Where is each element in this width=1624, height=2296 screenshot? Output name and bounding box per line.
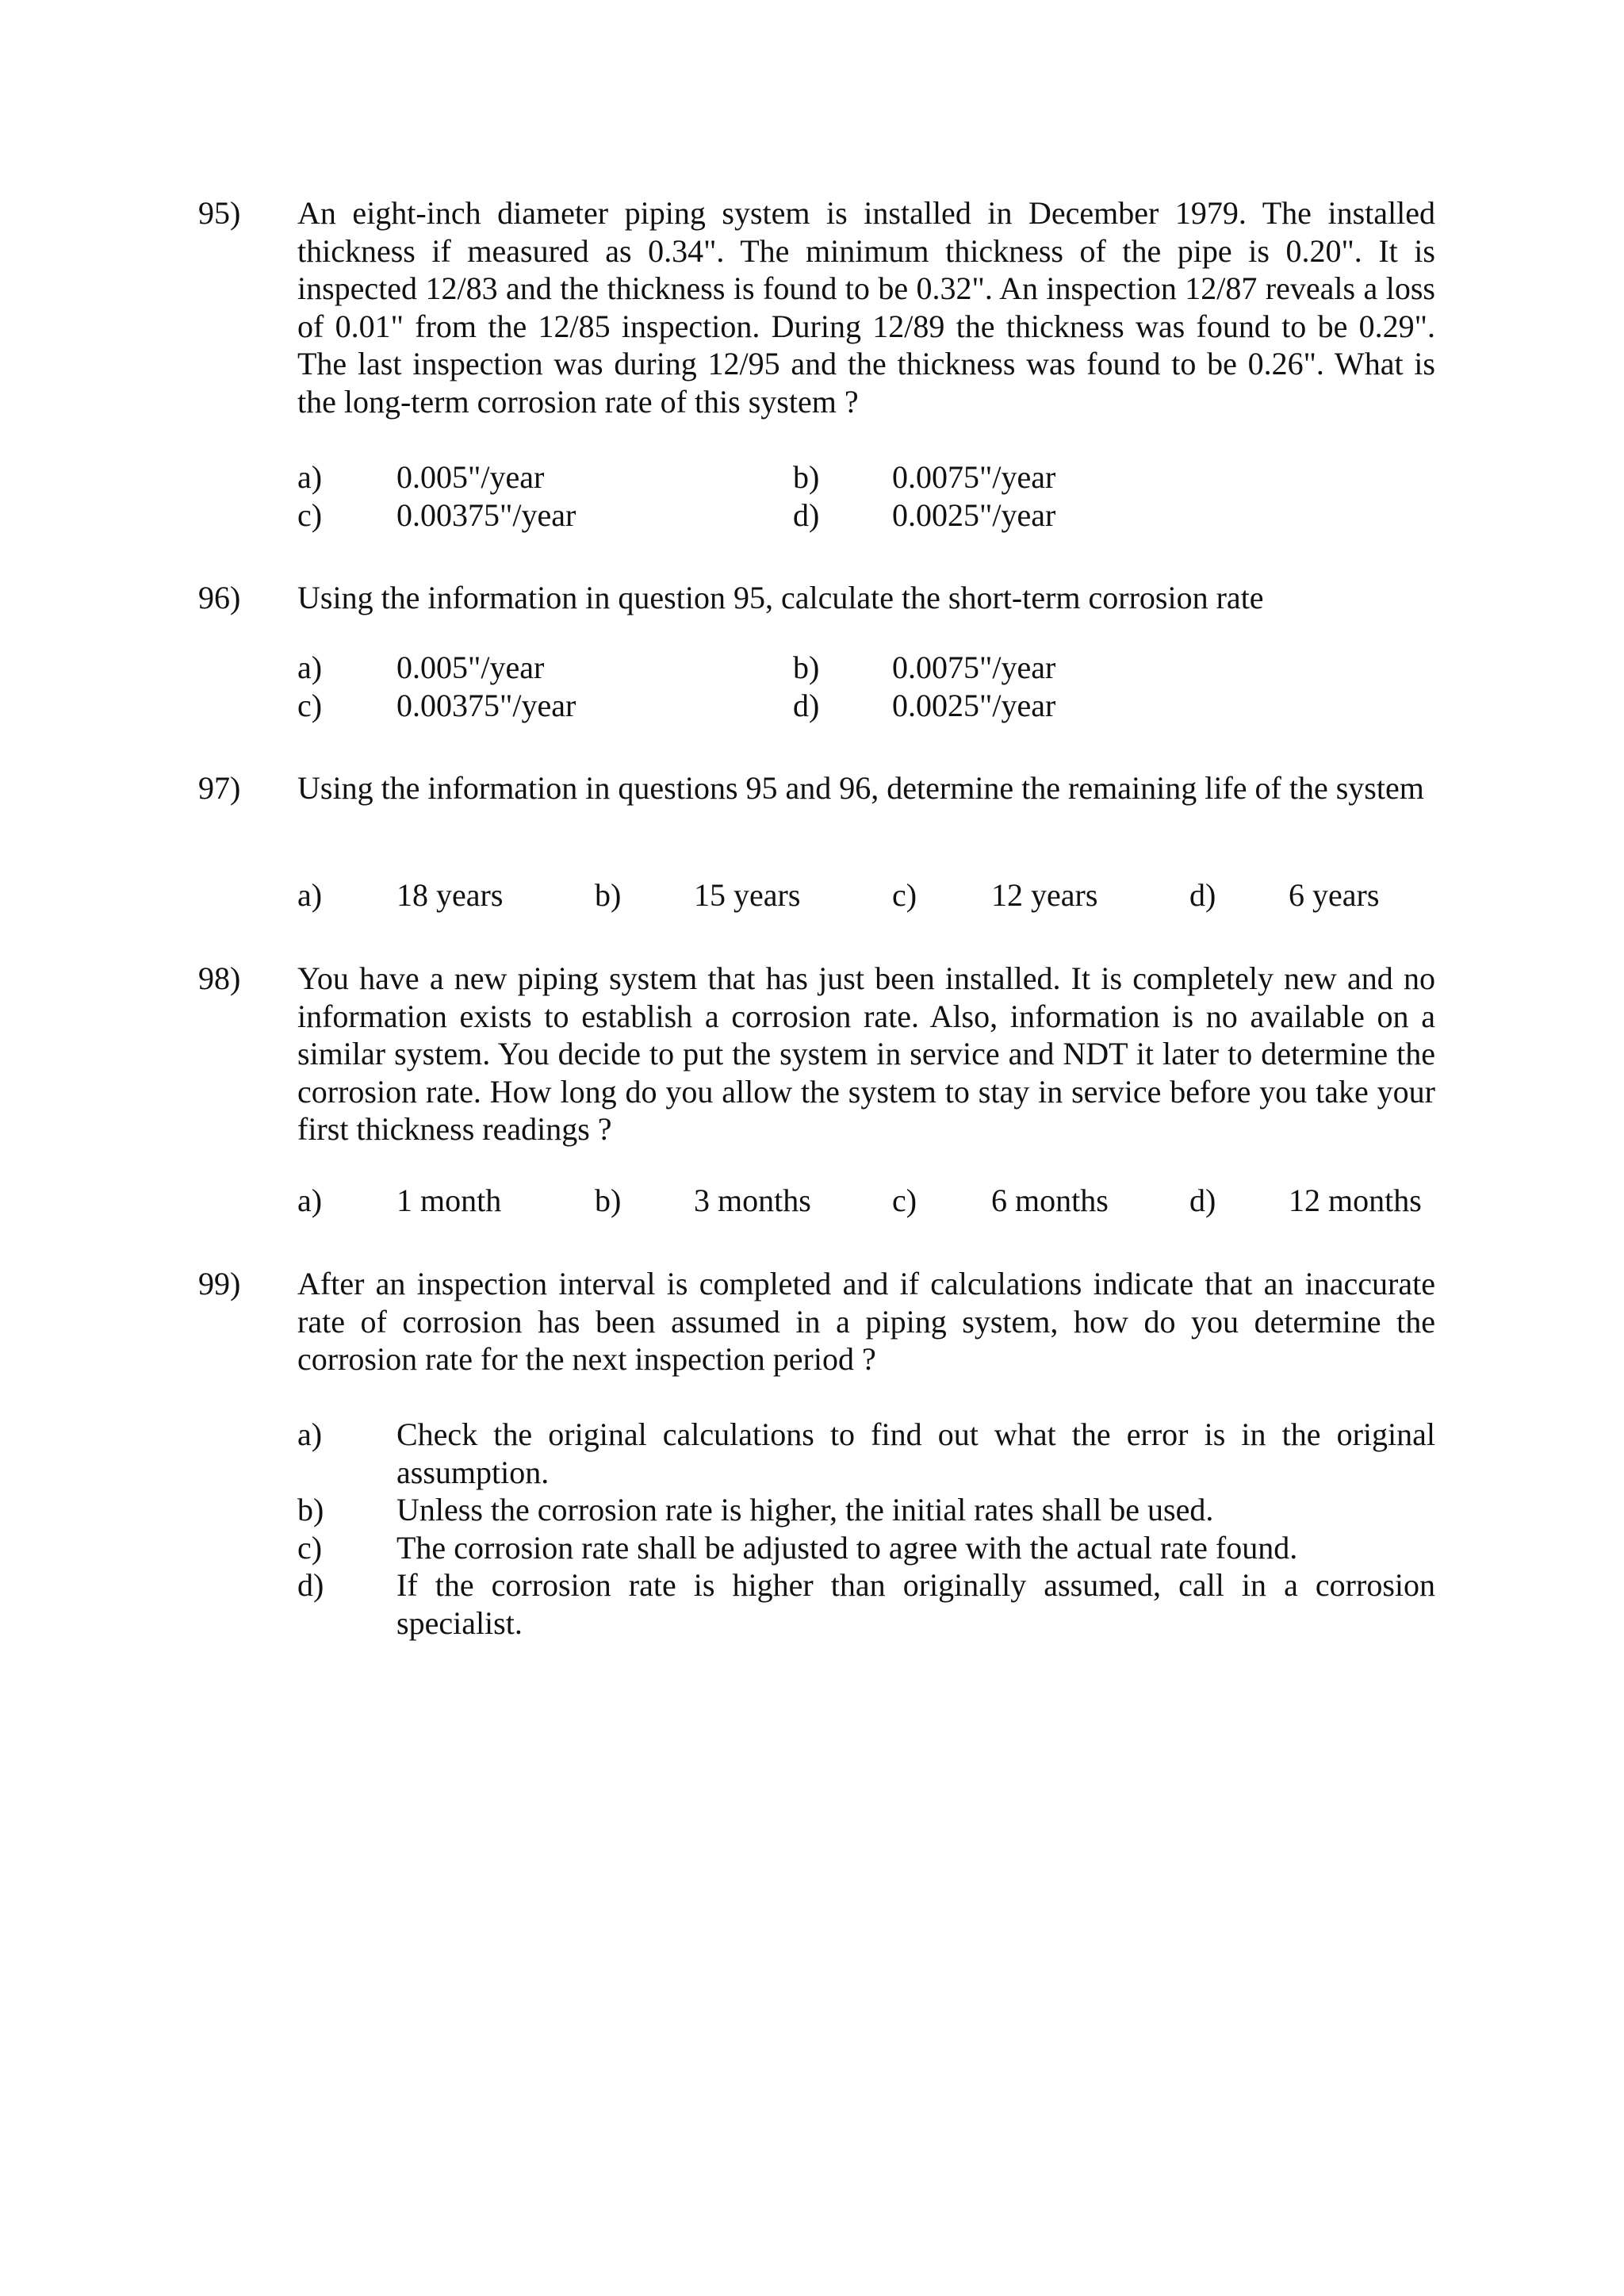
- option-label: b): [595, 1182, 622, 1218]
- question-95-options: [297, 458, 1090, 534]
- option-text: If the corrosion rate is higher than originally assumed, call in a corrosion specialist.: [396, 1567, 1435, 1641]
- option-label: d): [297, 1567, 324, 1603]
- option-text: 0.005"/year: [396, 459, 545, 495]
- option-text: 6 years: [1289, 877, 1380, 913]
- question-text: Using the information in question 95, calculate the short-term corrosion rate: [297, 580, 1264, 615]
- option-row: [297, 687, 1090, 725]
- option-label: c): [297, 496, 323, 533]
- option-item: [297, 1566, 1435, 1642]
- question-96: [198, 579, 1435, 617]
- option-label: b): [297, 1492, 324, 1527]
- question-text: An eight-inch diameter piping system is installed in December 1979. The installed thickness if measured as 0.34". The minimum thickness of the pipe is 0.20". It is inspected 12/83 and the thickness is found to be 0.32". An inspection 12/87 reveals a loss of 0.01" from the 12/85 inspection. During 12/89 the thickness was found to be 0.29". The last inspection was during 12/95 and the thickness was found to be 0.26". What is the long-term corrosion rate of this system ?: [297, 195, 1435, 420]
- option-label: b): [793, 650, 820, 685]
- option-text: Check the original calculations to find out what the error is in the original assumption.: [396, 1416, 1435, 1490]
- option-item: [297, 1529, 1435, 1567]
- option-label: d): [1189, 1182, 1216, 1218]
- option-text: 3 months: [694, 1182, 811, 1218]
- option-text: 0.005"/year: [396, 650, 545, 685]
- option-text: Unless the corrosion rate is higher, the initial rates shall be used.: [396, 1492, 1214, 1527]
- option-text: 0.0075"/year: [892, 650, 1056, 685]
- option-text: 0.0025"/year: [892, 687, 1056, 723]
- question-number: 96): [198, 580, 241, 615]
- option-row: [297, 458, 1090, 496]
- option-text: 0.0025"/year: [892, 496, 1056, 533]
- question-number: 97): [198, 770, 241, 806]
- option-row: [297, 649, 1090, 687]
- option-label: a): [297, 1416, 323, 1452]
- question-98-options: [297, 1182, 1435, 1220]
- question-number: 98): [198, 960, 241, 996]
- option-item: [297, 1491, 1435, 1529]
- option-text: 12 years: [991, 877, 1098, 913]
- question-text: Using the information in questions 95 and 96, determine the remaining life of the system: [297, 770, 1424, 806]
- option-label: a): [297, 650, 323, 685]
- option-text: 6 months: [991, 1182, 1109, 1218]
- option-label: d): [1189, 877, 1216, 913]
- question-99-options: [297, 1416, 1435, 1642]
- option-text: The corrosion rate shall be adjusted to agree with the actual rate found.: [396, 1529, 1298, 1566]
- question-text: You have a new piping system that has just been installed. It is completely new and no information exists to establish a corrosion rate. Also, information is no available on a similar system. You decide to put the system in service and NDT it later to determine the corrosion rate. How long do you allow the system to stay in service before you take your first thickness readings ?: [297, 960, 1435, 1147]
- option-label: b): [595, 877, 622, 913]
- option-text: 15 years: [694, 877, 801, 913]
- option-text: 0.00375"/year: [396, 496, 576, 533]
- option-label: a): [297, 459, 323, 495]
- option-label: a): [297, 1182, 323, 1218]
- question-99: [198, 1265, 1435, 1378]
- question-number: 95): [198, 195, 241, 231]
- question-text: After an inspection interval is completed and if calculations indicate that an inaccurate rate of corrosion has been assumed in a piping system, how do you determine the corrosion rate for the next inspection period ?: [297, 1266, 1435, 1377]
- option-label: c): [892, 1182, 917, 1218]
- question-97: [198, 769, 1435, 807]
- option-item: [297, 1416, 1435, 1491]
- option-label: a): [297, 877, 323, 913]
- option-label: c): [297, 1529, 323, 1566]
- option-label: b): [793, 459, 820, 495]
- option-label: d): [793, 496, 820, 533]
- option-label: c): [297, 687, 323, 723]
- question-96-options: [297, 649, 1090, 724]
- option-label: d): [793, 687, 820, 723]
- question-number: 99): [198, 1266, 241, 1301]
- question-95: [198, 194, 1435, 420]
- option-row: [297, 496, 1090, 535]
- option-text: 0.0075"/year: [892, 459, 1056, 495]
- option-label: c): [892, 877, 917, 913]
- option-text: 12 months: [1289, 1182, 1422, 1218]
- option-text: 18 years: [396, 877, 504, 913]
- option-text: 1 month: [396, 1182, 502, 1218]
- question-97-options: [297, 876, 1435, 914]
- option-text: 0.00375"/year: [396, 687, 576, 723]
- question-98: [198, 960, 1435, 1148]
